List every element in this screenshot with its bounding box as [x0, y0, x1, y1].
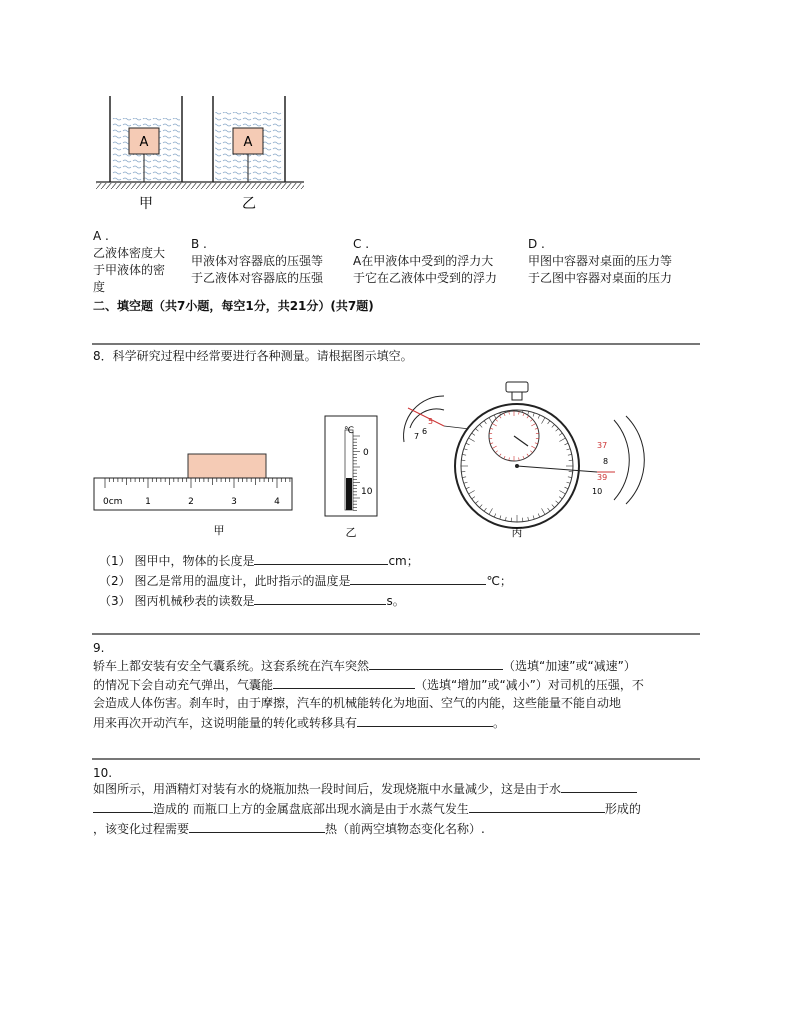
mag-right-10: 10	[592, 487, 603, 496]
container-left-label: 甲	[139, 196, 153, 212]
q9-line3: 会造成人体伤害。刹车时，由于摩擦，汽车的机械能转化为地面、空气的内能，这些能量不能自动地	[93, 696, 622, 710]
q9-line1	[93, 657, 636, 675]
ruler-caption: 甲	[213, 524, 225, 537]
ruler-tick-2: 2	[188, 497, 194, 507]
option-a[interactable]	[93, 228, 165, 296]
q8-sub2-prompt: （2） 图乙是常用的温度计，此时指示的温度是	[99, 574, 351, 588]
divider-q9	[92, 633, 700, 635]
thermometer-figure	[322, 414, 382, 540]
option-c-letter: C .	[353, 237, 370, 251]
q9-line2-text: 的情况下会自动充气弹出，气囊能	[93, 678, 274, 692]
q10-line2-end: 形成的	[604, 802, 641, 816]
q8-blank-3[interactable]	[254, 592, 386, 605]
thermometer-label-bottom: 10	[361, 487, 373, 497]
option-c-line2: 于它在乙液体中受到的浮力	[353, 271, 498, 285]
option-a-letter: A .	[93, 229, 109, 243]
q9-line4-text: 用来再次开动汽车，这说明能量的转化或转移具有	[93, 716, 358, 730]
q10-blank-3[interactable]	[189, 820, 325, 833]
q10-number: 10.	[93, 766, 113, 780]
option-c-line1: A在甲液体中受到的浮力大	[353, 254, 494, 268]
mag-left-7: 7	[414, 432, 420, 441]
option-d-letter: D .	[528, 237, 545, 251]
q9-line1-hint: （选填“加速”或“减速”）	[503, 659, 636, 673]
option-b-line1: 甲液体对容器底的压强等	[191, 254, 324, 268]
q8-blank-2[interactable]	[350, 572, 486, 585]
q8-sub1-unit: cm；	[388, 554, 419, 568]
option-d-line1: 甲图中容器对桌面的压力等	[528, 254, 673, 268]
q10-blank-1b[interactable]	[93, 800, 153, 813]
q9-line4-end: 。	[493, 716, 506, 730]
option-b-letter: B .	[191, 237, 207, 251]
mag-left-6: 6	[422, 427, 428, 436]
q10-line3-end: 热（前两空填物态变化名称）.	[325, 822, 485, 836]
option-a-line3: 度	[93, 280, 106, 294]
q10-line3	[93, 820, 485, 838]
option-b-line2: 于乙液体对容器底的压强	[191, 271, 324, 285]
option-a-line1: 乙液体密度大	[93, 246, 166, 260]
block-right-label: A	[243, 135, 253, 150]
q8-sub1-prompt: （1） 图甲中，物体的长度是	[99, 554, 255, 568]
ruler-figure	[92, 450, 298, 540]
q9-blank-1[interactable]	[369, 657, 503, 670]
q8-sub2	[99, 572, 512, 590]
q10-line3-text: ，该变化过程需要	[93, 822, 190, 836]
thermometer-caption: 乙	[345, 526, 357, 539]
ruler-unit-label: 0cm	[103, 497, 123, 507]
q10-line1	[93, 780, 637, 798]
q9-number: 9.	[93, 641, 105, 655]
q9-line2-hint: （选填“增加”或“减小”）对司机的压强，不	[415, 678, 644, 692]
divider-q10	[92, 758, 700, 760]
containers-figure	[92, 92, 312, 216]
q9-blank-2[interactable]	[273, 676, 415, 689]
q9-line4	[93, 714, 505, 732]
q8-sub2-unit: ℃；	[486, 574, 512, 588]
q9-line1-text: 轿车上都安装有安全气囊系统。这套系统在汽车突然	[93, 659, 370, 673]
thermometer-unit: ℃	[344, 426, 355, 436]
q9-line2	[93, 676, 644, 694]
divider-q8	[92, 343, 700, 345]
q9-blank-3[interactable]	[357, 714, 493, 727]
q10-line2	[93, 800, 641, 818]
q8-stem: 8．科学研究过程中经常要进行各种测量。请根据图示填空。	[93, 349, 413, 363]
option-c[interactable]	[353, 236, 497, 287]
option-b[interactable]	[191, 236, 323, 287]
stopwatch-caption: 丙	[511, 526, 523, 539]
mag-right-39: 39	[597, 473, 608, 482]
q10-line1-text: 如图所示，用酒精灯对装有水的烧瓶加热一段时间后，发现烧瓶中水量减少，这是由于水	[93, 782, 562, 796]
q8-sub3-unit: s。	[386, 594, 405, 608]
q10-line2-text: 造成的 而瓶口上方的金属盘底部出现水滴是由于水蒸气发生	[153, 802, 469, 816]
option-a-line2: 于甲液体的密	[93, 263, 166, 277]
q8-sub3	[99, 592, 405, 610]
ruler-tick-1: 1	[145, 497, 151, 507]
block-left-label: A	[139, 135, 149, 150]
container-right-label: 乙	[242, 196, 256, 212]
q10-blank-2[interactable]	[469, 800, 605, 813]
q8-blank-1[interactable]	[254, 552, 388, 565]
stopwatch-figure	[400, 376, 650, 540]
ruler-tick-4: 4	[274, 497, 280, 507]
option-d-line2: 于乙图中容器对桌面的压力	[528, 271, 673, 285]
q10-blank-1a[interactable]	[561, 780, 637, 793]
mag-left-5: 5	[428, 417, 434, 426]
q8-sub1	[99, 552, 419, 570]
option-d[interactable]	[528, 236, 672, 287]
mag-right-8: 8	[603, 457, 609, 466]
section-title: 二、填空题（共7小题，每空1分，共21分）(共7题)	[93, 299, 374, 313]
mag-right-37: 37	[597, 441, 608, 450]
thermometer-label-top: 0	[363, 448, 369, 458]
q8-sub3-prompt: （3） 图丙机械秒表的读数是	[99, 594, 255, 608]
ruler-tick-3: 3	[231, 497, 237, 507]
